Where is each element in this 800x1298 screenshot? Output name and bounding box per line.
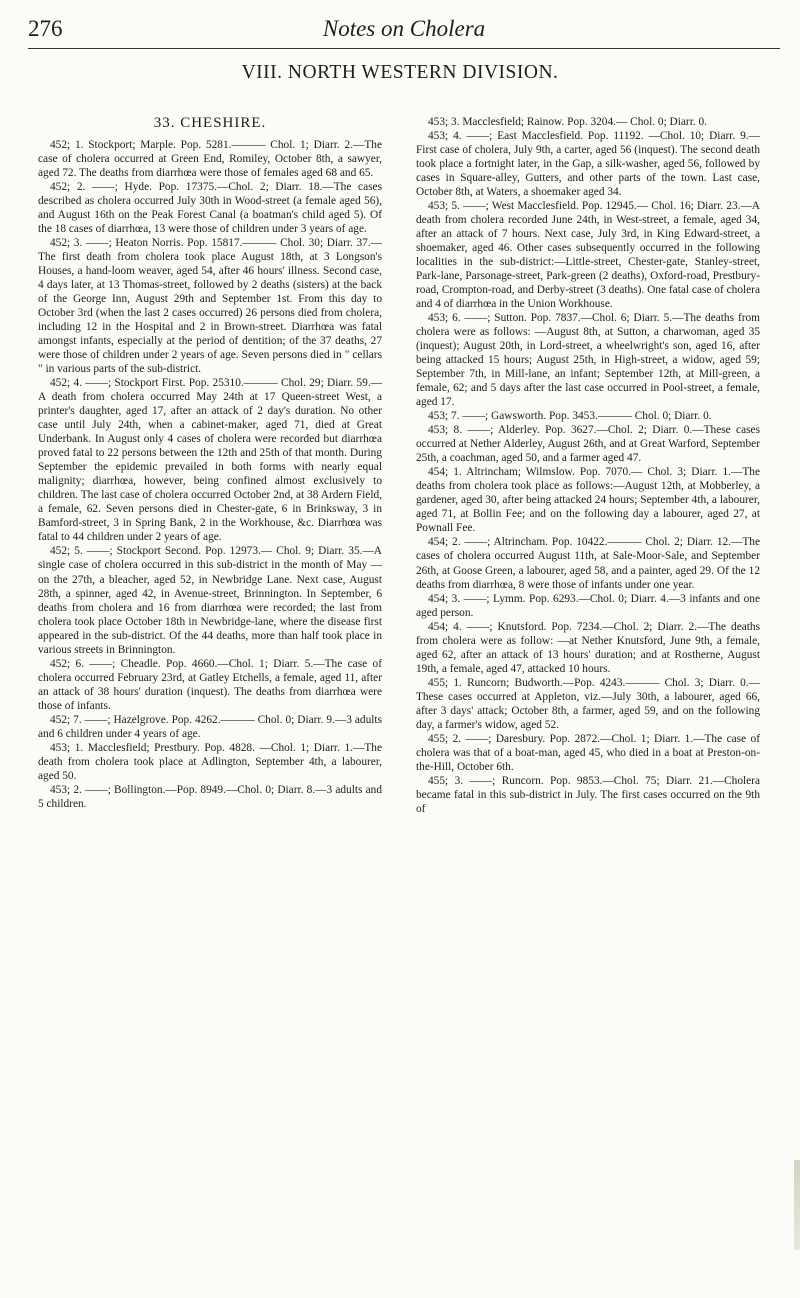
page-number: 276 xyxy=(28,16,63,41)
entry-paragraph: 453; 6. ——; Sutton. Pop. 7837.—Chol. 6; Diarr. 5.—The deaths from cholera were as follows: —August 8th, at Sutton, a charwoman, aged 35 (inquest); August 20th, in Lord-street, a wheelwright's son, aged 16, after being attacked 15 hours; August 25th, in High-street, a widow, aged 59; September 7th, in Mill-lane, an infant; September 12th, at Mill-green, a female, 62; and 5 days after the last case occurred in Pool-street, a female, aged 17. xyxy=(416,312,760,409)
right-column xyxy=(416,115,760,816)
entry-paragraph: 453; 3. Macclesfield; Rainow. Pop. 3204.— Chol. 0; Diarr. 0. xyxy=(428,116,708,128)
entry-paragraph: 453; 4. ——; East Macclesfield. Pop. 11192. —Chol. 10; Diarr. 9.—First case of cholera, July 9th, a carter, aged 56 (inquest). The second death took place a fortnight later, in the Gap, a silk-washer, aged 56, followed by cases in Square-alley, Gutters, and other parts of the town. Last case, October 8th, at Waters, a shoemaker aged 34. xyxy=(416,130,760,199)
entry-paragraph: 452; 3. ——; Heaton Norris. Pop. 15817.——— Chol. 30; Diarr. 37.—The first death from cholera took place August 18th, at 3 Longson's Houses, a hand-loom weaver, aged 54, after 46 hours' illness. Second case, 4 days later, at 13 Thomas-street, followed by 2 deaths (sisters) at the back of the George Inn, August 29th and September 1st. From this day to October 3rd (when the last 2 cases occurred) 26 persons died from cholera, including 12 in the Hospital and 2 in Brown-street. Diarrhœa was fatal amongst infants, especially at the period of dentition; of the 37 deaths, 27 were those of children under 2 years of age. Seven persons died in " cellars " in various parts of the sub-district. xyxy=(38,237,382,376)
page-edge-mark xyxy=(794,1160,800,1250)
page-header xyxy=(28,14,780,44)
entry-paragraph: 453; 7. ——; Gawsworth. Pop. 3453.——— Chol. 0; Diarr. 0. xyxy=(428,410,712,423)
entry-paragraph: 454; 4. ——; Knutsford. Pop. 7234.—Chol. 2; Diarr. 2.—The deaths from cholera were as follow: —at Nether Knutsford, June 9th, a female, aged 62, after an attack of 13 hours' duration; and at Rostherne, August 19th, a female, aged 47, attacked 10 hours. xyxy=(416,620,760,675)
entry-paragraph: 455; 1. Runcorn; Budworth.—Pop. 4243.——— Chol. 3; Diarr. 0.—These cases occurred at Appleton, viz.—July 30th, a labourer, aged 66, after 3 days' attack; October 8th, a farmer, aged 59, and on the following day, a farmer's widow, aged 52. xyxy=(416,676,760,731)
entry-paragraph: 453; 5. ——; West Macclesfield. Pop. 12945.— Chol. 16; Diarr. 23.—A death from cholera recorded June 24th, in West-street, a female, aged 34, after an attack of 7 hours. Next case, July 3rd, in King Edward-street, a shoemaker, aged 46. Other cases subsequently occurred in the following localities in the sub-district:—Little-street, Chester-gate, Stanley-street, Park-lane, Parsonage-street, Park-green (2 deaths), Oxford-road, Prestbury-road, Crompton-road, and Derby-street (3 deaths). One fatal case of cholera and 4 of diarrhœa in the Union Workhouse. xyxy=(416,200,760,311)
entry-paragraph: 452; 5. ——; Stockport Second. Pop. 12973.— Chol. 9; Diarr. 35.—A single case of cholera occurred in this sub-district in the month of May —on the 27th, a bleacher, aged 52, in Newbridge Lane. Next case, August 28th, a spinner, aged 42, in Avenue-street, Brinnington. In September, 6 deaths from cholera and 16 from diarrhœa were recorded; the last from cholera took place October 18th in Newbridge-lane, where the disease first appeared in the sub-district. Of the 44 deaths, more than half took place in various streets in Brinnington. xyxy=(38,545,382,656)
entry-paragraph: 454; 3. ——; Lymm. Pop. 6293.—Chol. 0; Diarr. 4.—3 infants and one aged person. xyxy=(416,592,760,619)
entry-paragraph: 453; 2. ——; Bollington.—Pop. 8949.—Chol. 0; Diarr. 8.—3 adults and 5 children. xyxy=(38,783,382,810)
entry-paragraph: 452; 2. ——; Hyde. Pop. 17375.—Chol. 2; Diarr. 18.—The cases described as cholera occurred July 30th in Wood-street (a female aged 56), and August 16th on the Peak Forest Canal (a boatman's child aged 5). Of the 18 cases of diarrhœa, 13 were those of children under 3 years of age. xyxy=(38,181,382,236)
entry-paragraph: 453; 1. Macclesfield; Prestbury. Pop. 4828. —Chol. 1; Diarr. 1.—The death from cholera took place at Adlington, September 4th, a labourer, aged 50. xyxy=(38,741,382,782)
entry-paragraph: 455; 2. ——; Daresbury. Pop. 2872.—Chol. 1; Diarr. 1.—The case of cholera was that of a boat-man, aged 45, who died in a boat at Preston-on-the-Hill, October 6th. xyxy=(416,732,760,773)
entry-paragraph: 452; 1. Stockport; Marple. Pop. 5281.——— Chol. 1; Diarr. 2.—The case of cholera occurred at Green End, Romiley, October 8th, a sawyer, aged 72. The deaths from diarrhœa were those of females aged 68 and 65. xyxy=(38,139,382,180)
entry-paragraph: 454; 2. ——; Altrincham. Pop. 10422.——— Chol. 2; Diarr. 12.—The cases of cholera occurred August 11th, at Sale-Moor-Sale, and September 26th, at Goose Green, a labourer, aged 58, and a painter, aged 29. Of the 12 deaths from diarrhœa, 8 were those of infants under one year. xyxy=(416,536,760,591)
running-title: Notes on Cholera xyxy=(322,16,486,41)
entry-paragraph: 453; 8. ——; Alderley. Pop. 3627.—Chol. 2; Diarr. 0.—These cases occurred at Nether Alderley, August 26th, and at Great Warford, September 25th, a coachman, aged 50, and a farmer aged 47. xyxy=(416,424,760,465)
entry-paragraph: 455; 3. ——; Runcorn. Pop. 9853.—Chol. 75; Diarr. 21.—Cholera became fatal in this sub-district in July. The first cases occurred on the 9th of xyxy=(416,774,760,815)
division-title: VIII. NORTH WESTERN DIVISION. xyxy=(241,62,559,83)
entry-paragraph: 452; 6. ——; Cheadle. Pop. 4660.—Chol. 1; Diarr. 5.—The case of cholera occurred February 23rd, at Gatley Etchells, a female, aged 11, after an attack of 38 hours' duration (inquest). The deaths from diarrhœa were those of infants. xyxy=(38,657,382,712)
entry-paragraph: 454; 1. Altrincham; Wilmslow. Pop. 7070.— Chol. 3; Diarr. 1.—The deaths from cholera took place as follows:—August 12th, at Mobberley, a gardener, aged 30, after being attacked 24 hours; September 4th, a labourer, aged 71, at Bollin Fee; and on the following day a labourer, aged 27, at Pownall Fee. xyxy=(416,466,760,535)
entry-paragraph: 452; 7. ——; Hazelgrove. Pop. 4262.——— Chol. 0; Diarr. 9.—3 adults and 6 children under 4 years of age. xyxy=(38,713,382,740)
entry-paragraph: 452; 4. ——; Stockport First. Pop. 25310.——— Chol. 29; Diarr. 59.—A death from cholera occurred May 24th at 17 Queen-street West, a printer's daughter, aged 17, after an attack of 2 day's duration. No other case until July 24th, when a cabinet-maker, aged 71, died at Great Underbank. In August only 4 cases of cholera were recorded but diarrhœa proved fatal to 22 persons between the 12th and 25th of that month. During September the epidemic prevailed in both forms with nearly equal malignity; diarrhœa, however, being confined almost exclusively to children. The last case of cholera occurred October 2nd, at 38 Ardern Field, a female, 62. Seven persons died in Chester-gate, 6 in Brinksway, 3 in Bamford-street, 3 in Spring Bank, 2 in the Workhouse, &c. Diarrhœa was fatal to 44 children under 2 years of age. xyxy=(38,377,382,544)
header-rule xyxy=(28,48,780,49)
left-column xyxy=(38,112,382,811)
county-heading: 33. CHESHIRE. xyxy=(153,115,267,131)
